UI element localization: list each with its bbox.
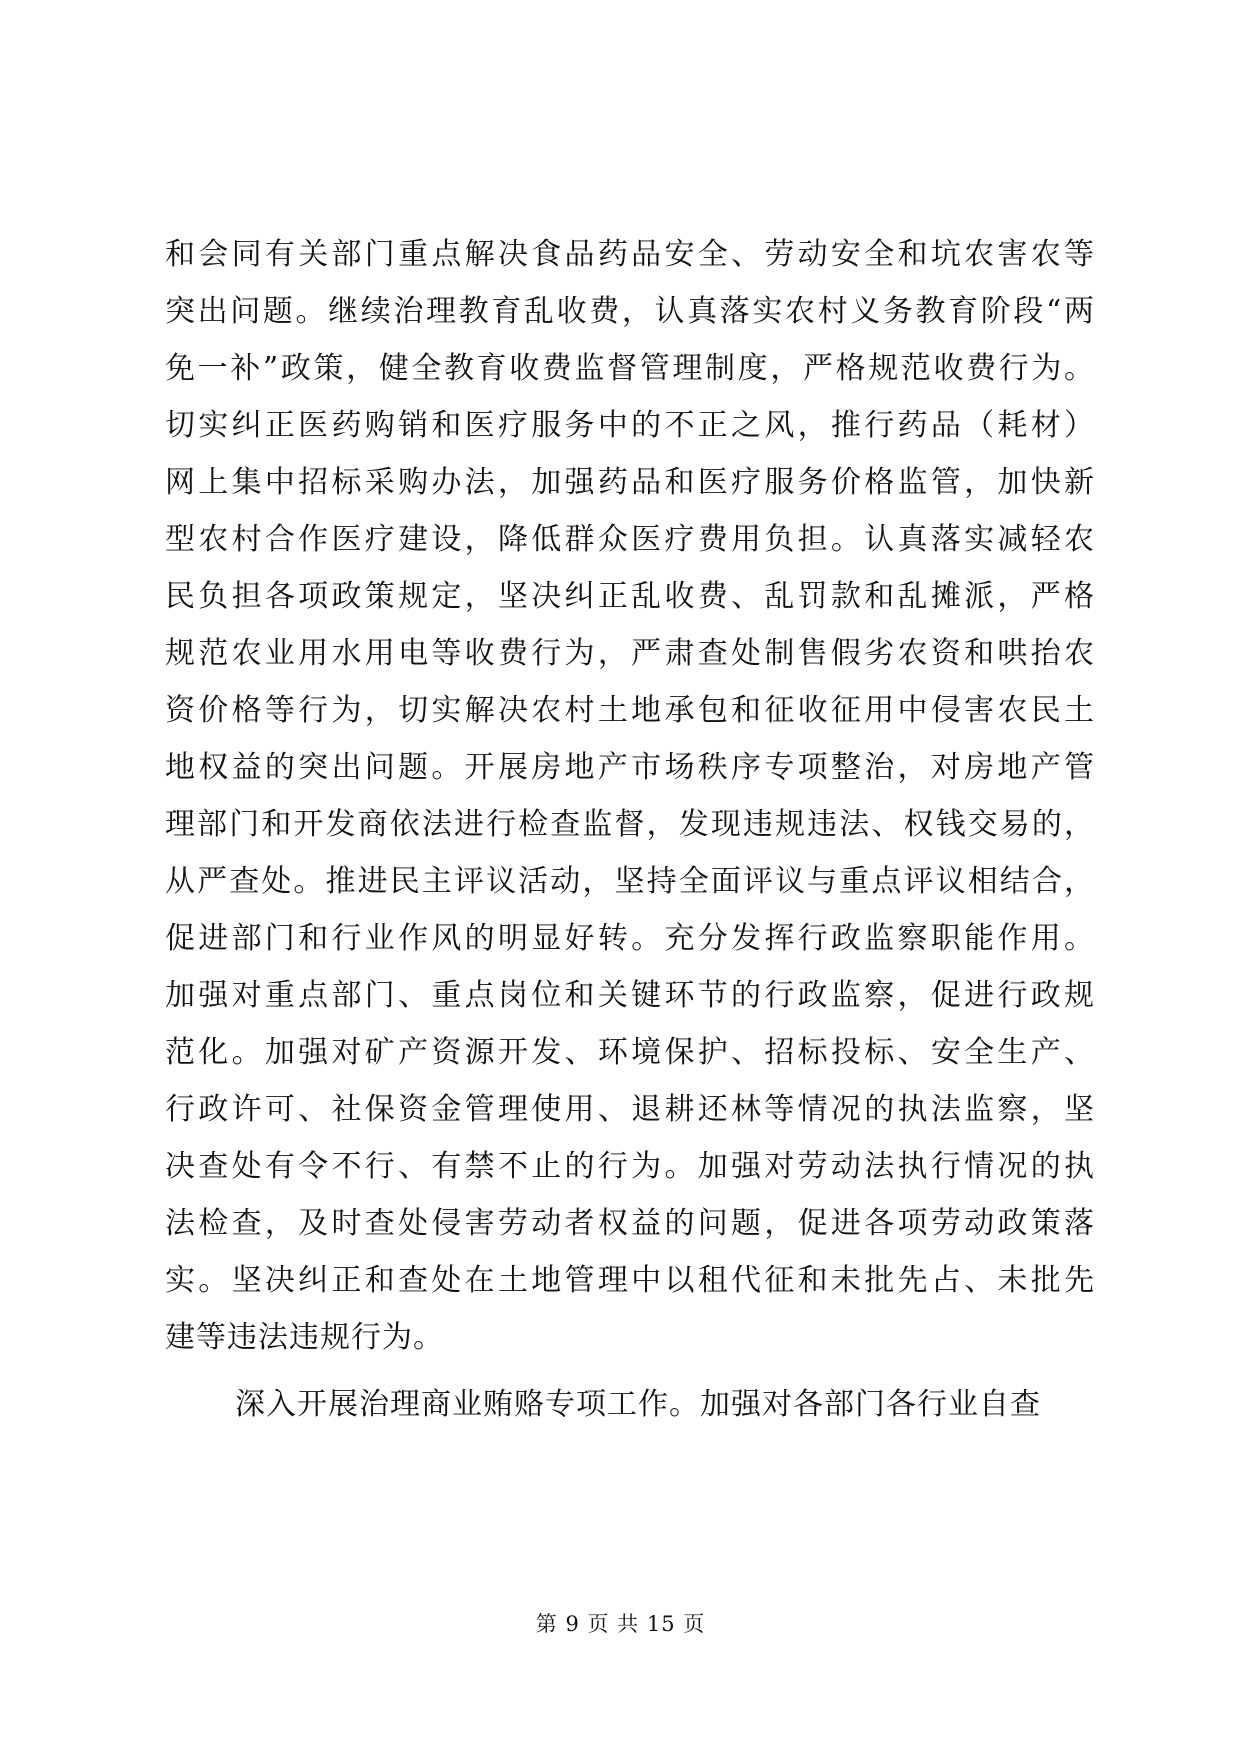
text-line: 网上集中招标采购办法，加强药品和医疗服务价格监管，加快新 xyxy=(165,465,1095,500)
text-line: 加强对重点部门、重点岗位和关键环节的行政监察，促进行政规 xyxy=(165,978,1095,1013)
text-line: 规范农业用水用电等收费行为，严肃查处制售假劣农资和哄抬农 xyxy=(165,636,1095,671)
text-line: 资价格等行为，切实解决农村土地承包和征收征用中侵害农民土 xyxy=(165,693,1095,728)
paragraph xyxy=(165,226,1095,1366)
text-line: 理部门和开发商依法进行检查监督，发现违规违法、权钱交易的， xyxy=(165,807,1095,842)
paragraph xyxy=(165,1376,1095,1433)
text-line: 型农村合作医疗建设，降低群众医疗费用负担。认真落实减轻农 xyxy=(165,522,1095,557)
document-body xyxy=(165,226,1095,1433)
paragraph-gap xyxy=(165,1366,1095,1376)
text-line: 地权益的突出问题。开展房地产市场秩序专项整治，对房地产管 xyxy=(165,750,1095,785)
text-line: 促进部门和行业作风的明显好转。充分发挥行政监察职能作用。 xyxy=(165,921,1095,956)
text-line: 突出问题。继续治理教育乱收费，认真落实农村义务教育阶段“两 xyxy=(165,294,1095,329)
text-line: 切实纠正医药购销和医疗服务中的不正之风，推行药品（耗材） xyxy=(165,408,1095,443)
page-number-footer: 第 9 页 共 15 页 xyxy=(535,1612,706,1636)
text-line: 范化。加强对矿产资源开发、环境保护、招标投标、安全生产、 xyxy=(165,1035,1095,1070)
text-line: 免一补”政策，健全教育收费监督管理制度，严格规范收费行为。 xyxy=(165,351,1095,386)
text-line: 法检查，及时查处侵害劳动者权益的问题，促进各项劳动政策落 xyxy=(165,1206,1095,1241)
text-line: 决查处有令不行、有禁不止的行为。加强对劳动法执行情况的执 xyxy=(165,1149,1095,1184)
text-line: 从严查处。推进民主评议活动，坚持全面评议与重点评议相结合， xyxy=(165,864,1095,899)
text-line: 实。坚决纠正和查处在土地管理中以租代征和未批先占、未批先 xyxy=(165,1263,1095,1298)
text-line: 行政许可、社保资金管理使用、退耕还林等情况的执法监察，坚 xyxy=(165,1092,1095,1127)
text-line: 和会同有关部门重点解决食品药品安全、劳动安全和坑农害农等 xyxy=(165,237,1095,272)
text-line: 深入开展治理商业贿赂专项工作。加强对各部门各行业自查 xyxy=(235,1387,1041,1422)
text-line: 民负担各项政策规定，坚决纠正乱收费、乱罚款和乱摊派，严格 xyxy=(165,579,1095,614)
text-line: 建等违法违规行为。 xyxy=(165,1320,444,1355)
